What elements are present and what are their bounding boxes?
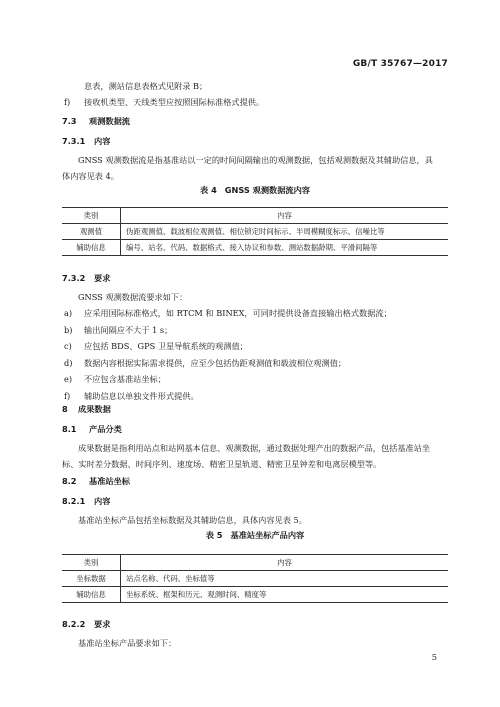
list-marker: f) [64,390,71,401]
section-heading [62,422,448,436]
list-item [62,94,448,111]
paragraph-line: 基准站坐标产品包括坐标数据及其辅助信息，具体内容见表 5。 [78,515,307,525]
section-heading [62,114,448,128]
table-row [62,224,448,240]
table-cell: 观测值 [62,224,121,240]
table-header-cell: 类别 [62,555,121,571]
table-row [62,587,448,603]
standard-number: GB/T 35767—2017 [352,59,448,69]
requirement-list [62,289,448,404]
table-cell: 辅助信息 [62,587,121,603]
list-text: 辅助信息以单独文件形式提供。 [84,390,199,401]
paragraph-line: 成果数据是指利用站点和站网基本信息、观测数据，通过数据处理产出的数据产品，包括基准站坐 [78,443,431,453]
section-number: 7.3.1 [62,136,86,146]
section-heading [62,271,448,285]
section-number: 8.1 [62,424,77,434]
paragraph [62,152,448,184]
section-title: 内容 [94,136,111,146]
table-row [62,571,448,587]
list-marker: e) [64,374,73,384]
table-cell: 伪距观测值、载波相位观测值、相位锁定时间标示、半周模糊度标示、信噪比等 [121,224,449,240]
table-cell: 编号、站名、代码、数据格式、接入协议和参数、测站数据龄期、平滑间隔等 [121,240,449,256]
table-header-cell: 内容 [121,208,449,224]
section-number: 7.3 [62,116,77,126]
table-5 [62,554,448,603]
section-title: 要求 [94,273,111,283]
table-title: GNSS 观测数据流内容 [224,185,310,195]
list-text: 输出间隔应不大于 1 s； [84,324,173,335]
paragraph-line: 体内容见表 4。 [62,171,119,181]
section-number: 8.2.1 [62,496,86,506]
section-heading [62,617,448,631]
list-marker: d) [64,357,73,368]
list-item [62,338,448,355]
section-title: 基准站坐标 [89,476,130,486]
list-item [62,322,448,339]
table-cell: 坐标系统、框架和历元、观测时间、精度等 [121,587,449,603]
section-number: 7.3.2 [62,273,86,283]
table-cell: 站点名称、代码、坐标值等 [121,571,449,587]
table-row [62,240,448,256]
list-item [62,355,448,372]
table-header-cell: 内容 [121,555,449,571]
table-cell: 坐标数据 [62,571,121,587]
list-text: 接收机类型、天线类型应按照国际标准格式提供。 [84,97,265,107]
list-marker: c) [64,341,72,351]
list-marker: f) [64,97,71,107]
prev-item-list [62,78,448,111]
list-intro: GNSS 观测数据流要求如下： [78,292,188,302]
section-number: 8.2.2 [62,619,86,629]
paragraph [62,440,448,472]
table-header-row [62,555,448,571]
table-caption [62,530,448,541]
section-heading [62,494,448,508]
chapter-heading [62,402,448,416]
section-heading [62,474,448,488]
table-header-row [62,208,448,224]
paragraph [62,635,448,651]
paragraph [62,512,448,528]
section-number: 8.2 [62,476,77,486]
table-caption [62,185,448,196]
table-cell: 辅助信息 [62,240,121,256]
list-text: 应包括 BDS、GPS 卫星导航系统的观测值； [84,341,248,351]
list-text: 不应包含基准站坐标； [84,374,166,384]
list-item [62,371,448,388]
paragraph-line: 标、实时差分数据、时间序列、速度场、精密卫星轨道、精密卫星钟差和电离层模型等。 [62,459,382,469]
page-number: 5 [431,652,437,662]
section-title: 要求 [94,619,111,629]
table-header-cell: 类别 [62,208,121,224]
table-title: 基准站坐标产品内容 [230,530,305,540]
list-marker: a) [64,308,73,318]
section-title: 观测数据流 [89,116,130,126]
list-text: 应采用国际标准格式，如 RTCM 和 BINEX，可同时提供设备直接输出格式数据流； [84,308,392,318]
paragraph-line: GNSS 观测数据流是指基准站以一定的时间间隔输出的观测数据，包括观测数据及其辅助信息，具 [78,155,433,165]
table-label: 表 5 [205,530,223,540]
list-marker: b) [64,324,73,335]
list-item [62,305,448,322]
section-title: 内容 [94,496,111,506]
list-text: 数据内容根据实际需求提供，应至少包括伪距观测值和载波相位观测值； [84,357,347,368]
list-intro: 基准站坐标产品要求如下： [78,638,177,648]
section-title: 成果数据 [78,404,111,414]
table-label: 表 4 [200,185,217,195]
prev-item-continuation: 息表，测站信息表格式见附录 B； [84,81,208,91]
section-heading [62,134,448,148]
section-title: 产品分类 [89,424,122,434]
table-4 [62,207,448,256]
section-number: 8 [62,404,68,414]
